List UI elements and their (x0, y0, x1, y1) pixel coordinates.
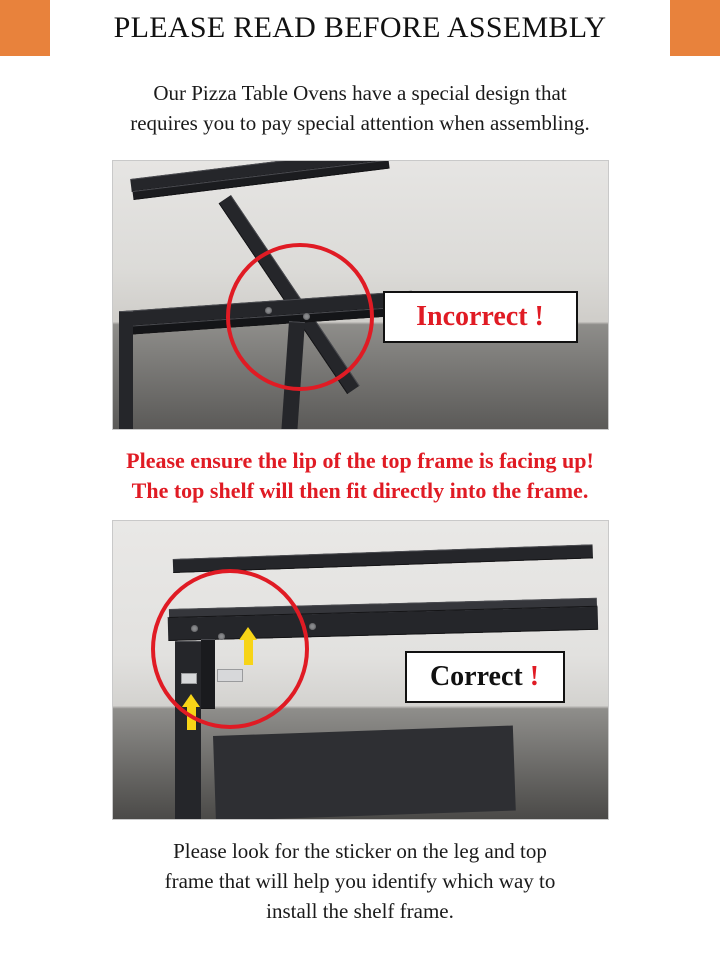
label-incorrect (383, 291, 578, 343)
header-title-box (50, 0, 670, 56)
label-correct-text: Correct ! (429, 661, 540, 692)
footer-text (0, 836, 720, 926)
intro-line-2: requires you to pay special attention when assembling. (130, 111, 590, 135)
warning-line-2: The top shelf will then fit directly into the frame. (131, 478, 589, 503)
footer-line-2: frame that will help you identify which way to (164, 869, 556, 893)
intro-line-1: Our Pizza Table Ovens have a special design that (153, 81, 567, 105)
page-title: PLEASE READ BEFORE ASSEMBLY (113, 11, 607, 44)
shelf-panel (213, 726, 516, 820)
header-banner (0, 0, 720, 56)
highlight-circle-correct (151, 569, 309, 729)
label-correct (405, 651, 565, 703)
label-incorrect-text: Incorrect ! (416, 301, 544, 332)
figure-incorrect (112, 160, 609, 430)
warning-text (0, 446, 720, 506)
bolt-icon (309, 623, 316, 630)
frame-left-post (119, 311, 133, 430)
intro-text (0, 78, 720, 138)
footer-line-1: Please look for the sticker on the leg and top (173, 839, 547, 863)
warning-line-1: Please ensure the lip of the top frame is facing up! (126, 448, 594, 473)
figure-correct (112, 520, 609, 820)
footer-line-3: install the shelf frame. (266, 899, 454, 923)
highlight-circle-incorrect (226, 243, 374, 391)
